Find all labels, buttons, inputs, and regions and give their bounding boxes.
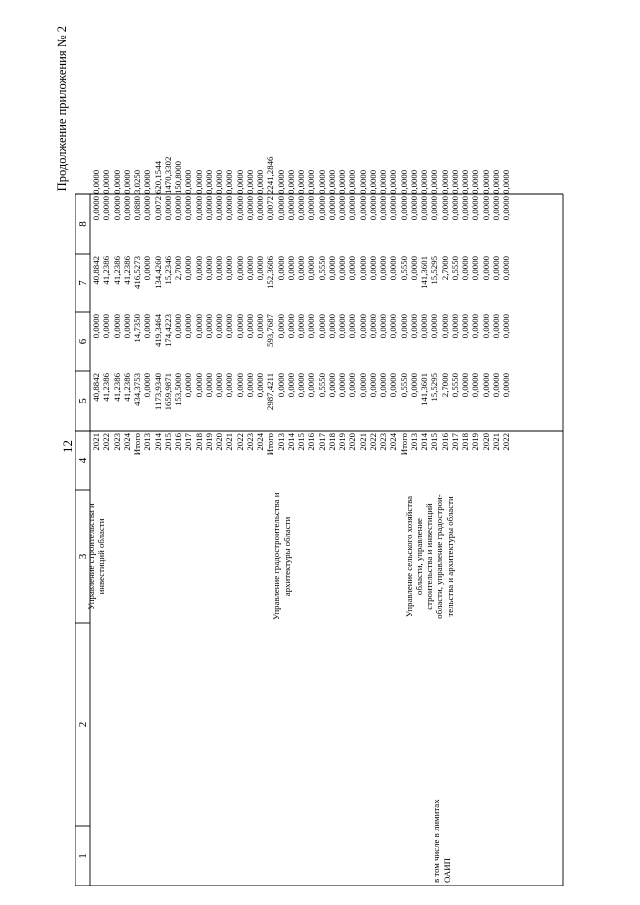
value-cell: 419,3464 (152, 314, 163, 347)
value-cell: 593,7687 (265, 314, 276, 347)
value-cell: 0,0000 (101, 169, 112, 194)
value-cell: 0,0000 (429, 196, 440, 221)
year-cell: 2019 (337, 433, 347, 451)
value-cell: 0,0000 (244, 196, 255, 221)
value-cell: 0,0000 (234, 256, 245, 281)
value-cell: 0,0000 (470, 373, 481, 398)
value-cell: 0,0000 (460, 169, 470, 194)
value-cell: 0,0000 (306, 169, 317, 194)
column-header-7: 7 (77, 280, 89, 286)
appendix-table (75, 20, 569, 886)
value-cell: 40,8842 (91, 256, 101, 285)
value-cell: 0,0000 (183, 169, 194, 194)
value-cell: 0,0000 (408, 256, 419, 281)
value-cell: 2987,4211 (265, 373, 276, 411)
value-cell: 15,5295 (429, 373, 440, 402)
value-cell: 0,5550 (316, 256, 327, 281)
value-cell: 150,8000 (173, 161, 183, 194)
value-cell: 0,0000 (490, 373, 501, 398)
value-cell: 0,0000 (244, 256, 255, 281)
value-cell: 0,5550 (398, 256, 409, 281)
value-cell: 3,0250 (132, 169, 142, 194)
value-cell: 0,0000 (203, 196, 214, 221)
agency-label-line: Управление строительства и (85, 503, 96, 610)
value-cell: 0,0000 (367, 373, 378, 398)
value-cell: 0,0000 (501, 373, 511, 398)
value-cell: 0,0000 (419, 196, 429, 221)
value-cell: 0,0000 (121, 169, 132, 194)
value-cell: 153,5000 (173, 373, 183, 406)
year-cell: 2021 (224, 433, 235, 451)
value-cell: 41,2386 (111, 373, 122, 402)
value-cell: 0,0000 (285, 196, 296, 221)
value-cell: 0,0000 (460, 373, 470, 398)
value-cell: 0,0000 (296, 196, 306, 221)
agency-label-line: области, управление (413, 518, 424, 595)
value-cell: 0,0000 (173, 196, 183, 221)
value-cell: 0,0000 (439, 169, 450, 194)
year-cell: 2021 (91, 433, 101, 451)
value-cell: 0,0000 (408, 373, 419, 398)
column1-note-line: ОАИП (441, 858, 452, 883)
year-cell: 2015 (429, 433, 440, 451)
value-cell: 0,0000 (255, 196, 265, 221)
year-cell: 2022 (234, 433, 245, 451)
value-cell: 0,0000 (193, 196, 204, 221)
value-cell: 0,0000 (91, 196, 101, 221)
year-cell: 2023 (111, 433, 122, 451)
value-cell: 0,5550 (316, 373, 327, 398)
value-cell: 620,1544 (152, 161, 163, 194)
value-cell: 0,0000 (316, 196, 327, 221)
value-cell: 0,0000 (378, 169, 388, 194)
value-cell: 0,0000 (490, 314, 501, 339)
column-header-1: 1 (77, 853, 89, 859)
value-cell: 0,0000 (91, 314, 101, 339)
value-cell: 0,0000 (193, 373, 204, 398)
value-cell: 0,0000 (111, 196, 122, 221)
year-cell: 2022 (367, 433, 378, 451)
value-cell: 0,0000 (388, 196, 399, 221)
value-cell: 0,0000 (449, 314, 460, 339)
value-cell: 0,0000 (337, 314, 347, 339)
value-cell: 0,0000 (316, 169, 327, 194)
value-cell: 0,0000 (316, 314, 327, 339)
agency-label-line: строительства и инвестиций (424, 503, 435, 610)
value-cell: 0,0000 (142, 256, 153, 281)
year-cell: Итого (398, 433, 409, 456)
year-cell: 2013 (408, 433, 419, 451)
year-cell: 2023 (244, 433, 255, 451)
value-cell: 0,0000 (460, 314, 470, 339)
value-cell: 15,2346 (162, 256, 173, 285)
agency-label-line: инвестиций области (96, 518, 107, 595)
value-cell: 0,0000 (244, 169, 255, 194)
value-cell: 0,0000 (285, 169, 296, 194)
value-cell: 0,0000 (203, 256, 214, 281)
value-cell: 0,0000 (449, 196, 460, 221)
value-cell: 0,0000 (501, 314, 511, 339)
value-cell: 0,0000 (214, 169, 224, 194)
value-cell: 0,0000 (460, 256, 470, 281)
value-cell: 0,0000 (501, 169, 511, 194)
value-cell: 0,0000 (296, 314, 306, 339)
value-cell: 41,2386 (101, 256, 112, 285)
value-cell: 174,4223 (162, 314, 173, 347)
value-cell: 0,0000 (470, 169, 481, 194)
value-cell: 0,0000 (378, 373, 388, 398)
value-cell: 0,0000 (142, 196, 153, 221)
year-cell: 2024 (388, 433, 399, 451)
year-cell: 2018 (193, 433, 204, 451)
column-header-4: 4 (77, 457, 89, 464)
value-cell: 0,0000 (224, 169, 235, 194)
value-cell: 0,0000 (255, 256, 265, 281)
value-cell: 0,0000 (326, 314, 337, 339)
value-cell: 0,0000 (296, 169, 306, 194)
value-cell: 0,0000 (501, 196, 511, 221)
column-header-6: 6 (77, 338, 89, 345)
value-cell: 0,0000 (439, 314, 450, 339)
value-cell: 0,0000 (429, 314, 440, 339)
value-cell: 0,0000 (285, 373, 296, 398)
value-cell: 0,0000 (419, 314, 429, 339)
year-cell: 2019 (470, 433, 481, 451)
value-cell: 141,3601 (419, 256, 429, 289)
value-cell: 0,0000 (347, 373, 358, 398)
value-cell: 0,0000 (388, 314, 399, 339)
value-cell: 0,0000 (347, 169, 358, 194)
value-cell: 0,0000 (224, 314, 235, 339)
year-cell: 2015 (162, 433, 173, 451)
value-cell: 0,0000 (275, 373, 286, 398)
value-cell: 0,0000 (337, 256, 347, 281)
value-cell: 15,5295 (429, 256, 440, 285)
value-cell: 0,0000 (183, 373, 194, 398)
value-cell: 0,0000 (111, 169, 122, 194)
value-cell: 0,5550 (449, 256, 460, 281)
value-cell: 0,0000 (470, 256, 481, 281)
value-cell: 0,0000 (306, 196, 317, 221)
value-cell: 0,0000 (470, 196, 481, 221)
value-cell: 0,0880 (132, 196, 142, 221)
value-cell: 0,0000 (480, 373, 491, 398)
value-cell: 141,3601 (419, 373, 429, 406)
value-cell: 0,0000 (347, 314, 358, 339)
value-cell: 0,0000 (490, 256, 501, 281)
value-cell: 1659,9871 (162, 373, 173, 411)
value-cell: 0,0000 (357, 373, 368, 398)
value-cell: 0,0000 (183, 196, 194, 221)
value-cell: 0,0000 (203, 373, 214, 398)
value-cell: 0,0000 (357, 169, 368, 194)
value-cell: 0,5550 (449, 373, 460, 398)
value-cell: 0,0000 (285, 314, 296, 339)
value-cell: 41,2386 (121, 256, 132, 285)
value-cell: 0,0072 (265, 196, 276, 221)
value-cell: 0,0000 (285, 256, 296, 281)
value-cell: 0,0000 (439, 196, 450, 221)
year-cell: 2022 (101, 433, 112, 451)
value-cell: 0,0000 (193, 314, 204, 339)
year-cell: 2016 (439, 433, 450, 451)
value-cell: 0,0000 (490, 169, 501, 194)
value-cell: 0,0000 (142, 314, 153, 339)
rotated-document-page (53, 20, 596, 886)
year-cell: 2017 (449, 433, 460, 451)
value-cell: 0,0000 (306, 373, 317, 398)
year-cell: 2024 (255, 433, 265, 451)
year-cell: 2020 (347, 433, 358, 451)
value-cell: 0,0000 (224, 256, 235, 281)
year-cell: 2021 (490, 433, 501, 451)
value-cell: 0,0000 (347, 196, 358, 221)
value-cell: 0,0000 (214, 256, 224, 281)
value-cell: 0,0000 (326, 169, 337, 194)
value-cell: 434,3753 (132, 373, 142, 406)
value-cell: 0,0000 (101, 196, 112, 221)
value-cell: 0,0072 (152, 196, 163, 221)
value-cell: 0,0000 (337, 373, 347, 398)
value-cell: 0,0000 (183, 256, 194, 281)
value-cell: 0,0000 (193, 256, 204, 281)
value-cell: 2,7000 (439, 256, 450, 281)
value-cell: 0,0000 (398, 314, 409, 339)
value-cell: 0,0000 (408, 314, 419, 339)
value-cell: 0,0000 (357, 196, 368, 221)
column-header-2: 2 (77, 721, 89, 728)
value-cell: 0,0000 (255, 169, 265, 194)
value-cell: 0,0000 (193, 169, 204, 194)
value-cell: 416,5273 (132, 256, 142, 289)
year-cell: 2014 (285, 433, 296, 451)
value-cell: 0,0000 (91, 169, 101, 194)
value-cell: 0,0000 (347, 256, 358, 281)
agency-label-line: тельства и архитектуры области (444, 496, 455, 617)
value-cell: 0,0000 (408, 196, 419, 221)
value-cell: 0,0000 (408, 169, 419, 194)
value-cell: 0,0000 (419, 169, 429, 194)
value-cell: 0,0000 (326, 256, 337, 281)
value-cell: 0,0000 (449, 169, 460, 194)
value-cell: 40,8842 (91, 373, 101, 402)
value-cell: 0,0000 (244, 373, 255, 398)
agency-label-line: Управление градостроительства и (271, 492, 282, 620)
value-cell: 0,0000 (101, 314, 112, 339)
value-cell: 0,0000 (480, 169, 491, 194)
value-cell: 0,0000 (398, 169, 409, 194)
value-cell: 0,0000 (429, 169, 440, 194)
column-header-5: 5 (77, 398, 89, 404)
value-cell: 0,0000 (480, 256, 491, 281)
value-cell: 0,0000 (111, 314, 122, 339)
value-cell: 2,7000 (173, 256, 183, 281)
value-cell: 0,0000 (306, 256, 317, 281)
value-cell: 0,0000 (388, 169, 399, 194)
value-cell: 0,0000 (337, 196, 347, 221)
value-cell: 0,0000 (275, 196, 286, 221)
year-cell: 2023 (378, 433, 388, 451)
value-cell: 0,0000 (244, 314, 255, 339)
value-cell: 0,0000 (203, 314, 214, 339)
value-cell: 0,0000 (234, 169, 245, 194)
value-cell: 0,0000 (367, 196, 378, 221)
value-cell: 0,0000 (367, 314, 378, 339)
value-cell: 0,0000 (173, 314, 183, 339)
value-cell: 0,0000 (460, 196, 470, 221)
year-cell: 2016 (306, 433, 317, 451)
value-cell: 0,0000 (388, 256, 399, 281)
value-cell: 0,0000 (480, 314, 491, 339)
value-cell: 0,0000 (337, 169, 347, 194)
year-cell: 2020 (214, 433, 224, 451)
year-cell: 2018 (326, 433, 337, 451)
value-cell: 0,0000 (224, 373, 235, 398)
value-cell: 0,0000 (214, 373, 224, 398)
value-cell: 0,0000 (121, 314, 132, 339)
value-cell: 0,0000 (214, 314, 224, 339)
value-cell: 0,0000 (183, 314, 194, 339)
value-cell: 14,7350 (132, 314, 142, 343)
value-cell: 0,0000 (234, 373, 245, 398)
year-cell: 2018 (460, 433, 470, 451)
column1-note-line: в том числе в лимитах (431, 799, 442, 883)
value-cell: 0,0000 (388, 373, 399, 398)
value-cell: 41,2386 (121, 373, 132, 402)
value-cell: 0,0000 (255, 373, 265, 398)
value-cell: 152,3606 (265, 256, 276, 289)
appendix-continuation-title: Продолжение приложения № 2 (55, 26, 69, 192)
year-cell: 2013 (142, 433, 153, 451)
agency-label-line: архитектуры области (281, 516, 292, 597)
value-cell: 0,0000 (367, 169, 378, 194)
year-cell: 2014 (419, 433, 429, 451)
value-cell: 0,0000 (398, 196, 409, 221)
value-cell: 0,0000 (255, 314, 265, 339)
value-cell: 1173,9340 (152, 373, 163, 411)
value-cell: 0,5550 (398, 373, 409, 398)
year-cell: 2017 (316, 433, 327, 451)
year-cell: 2013 (275, 433, 286, 451)
value-cell: 0,0000 (203, 169, 214, 194)
agency-label-line: области, управление градострои- (434, 494, 445, 619)
column-header-3: 3 (77, 553, 89, 560)
value-cell: 0,0000 (296, 256, 306, 281)
value-cell: 0,0000 (142, 373, 153, 398)
value-cell: 0,0000 (234, 314, 245, 339)
value-cell: 0,0000 (275, 256, 286, 281)
value-cell: 41,2386 (111, 256, 122, 285)
value-cell: 0,0000 (275, 314, 286, 339)
value-cell: 0,0000 (234, 196, 245, 221)
year-cell: 2020 (480, 433, 491, 451)
year-cell: 2014 (152, 433, 163, 451)
value-cell: 0,0000 (501, 256, 511, 281)
value-cell: 0,0000 (470, 314, 481, 339)
value-cell: 0,0000 (357, 314, 368, 339)
value-cell: 2241,2846 (265, 156, 276, 194)
agency-label-line: Управление сельского хозяйства (403, 495, 414, 618)
value-cell: 0,0000 (480, 196, 491, 221)
value-cell: 0,0000 (306, 314, 317, 339)
value-cell: 0,0000 (378, 256, 388, 281)
value-cell: 0,0000 (490, 196, 501, 221)
value-cell: 1470,3302 (162, 156, 173, 194)
year-cell: Итого (132, 433, 142, 456)
column-header-8: 8 (77, 221, 89, 227)
year-cell: 2021 (357, 433, 368, 451)
value-cell: 0,0000 (275, 169, 286, 194)
year-cell: 2024 (121, 433, 132, 451)
year-cell: 2019 (203, 433, 214, 451)
value-cell: 0,0000 (162, 196, 173, 221)
value-cell: 0,0000 (367, 256, 378, 281)
year-cell: 2017 (183, 433, 194, 451)
value-cell: 0,0000 (378, 196, 388, 221)
year-cell: Итого (265, 433, 276, 456)
value-cell: 0,0000 (296, 373, 306, 398)
year-cell: 2016 (173, 433, 183, 451)
year-cell: 2015 (296, 433, 306, 451)
value-cell: 0,0000 (326, 373, 337, 398)
value-cell: 0,0000 (224, 196, 235, 221)
value-cell: 2,7000 (439, 373, 450, 398)
value-cell: 134,4260 (152, 256, 163, 289)
value-cell: 0,0000 (357, 256, 368, 281)
value-cell: 0,0000 (121, 196, 132, 221)
value-cell: 0,0000 (378, 314, 388, 339)
value-cell: 41,2386 (101, 373, 112, 402)
value-cell: 0,0000 (142, 169, 153, 194)
value-cell: 0,0000 (326, 196, 337, 221)
value-cell: 0,0000 (214, 196, 224, 221)
page-number: 12 (60, 440, 75, 453)
year-cell: 2022 (501, 433, 511, 451)
